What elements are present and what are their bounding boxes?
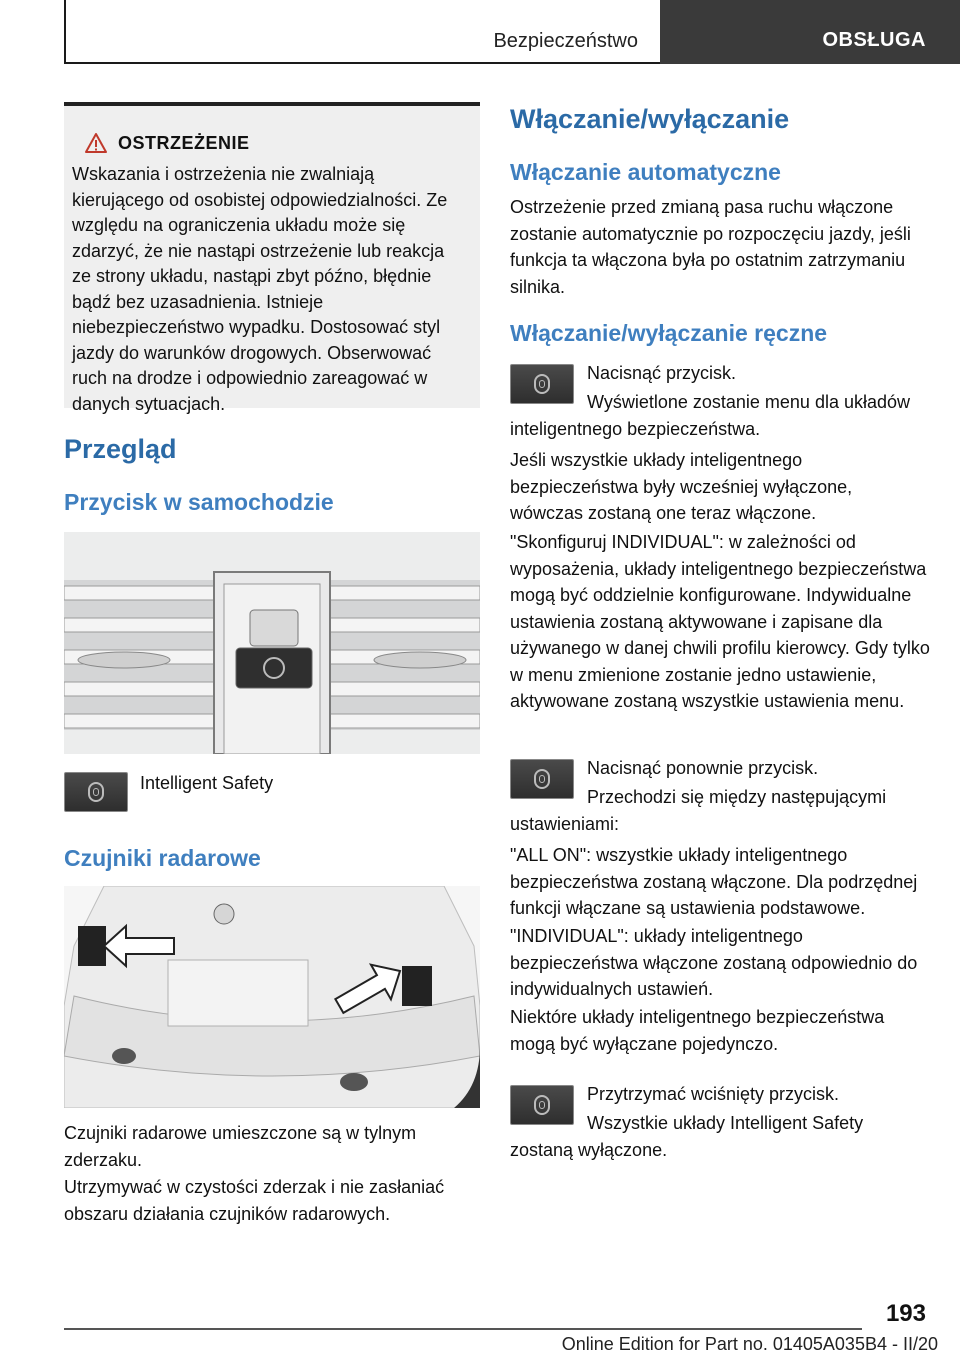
- header-tab: [660, 0, 960, 64]
- header-left-rule: [64, 0, 66, 64]
- header-bottom-rule: [64, 62, 660, 64]
- page-number: 193: [885, 1300, 926, 1327]
- intelligent-safety-button-icon: [64, 772, 128, 812]
- rear-bumper-photo: [64, 886, 480, 1108]
- heading-overview: Przegląd: [64, 434, 177, 464]
- safety-glyph-icon: [88, 782, 104, 802]
- all-on-paragraph: "ALL ON": wszystkie układy inteligentnego bezpieczeństwa zostaną włączone. Dla podrzędnej funkcji włączane są ustawienia podstawowe.: [510, 845, 918, 918]
- warning-title: OSTRZEŻENIE: [118, 132, 250, 153]
- footer-rule: [64, 1328, 862, 1330]
- automatic-paragraph: Ostrzeżenie przed zmianą pasa ruchu włączone zostanie automatycznie po rozpoczęciu jazdy, jeśli funkcja ta włączona była po ostatnim zatrzymaniu silnika.: [510, 197, 911, 297]
- all-off-paragraph: Jeśli wszystkie układy inteligentnego bezpieczeństwa były wcześniej wyłączone, wówczas zostaną one teraz włączone.: [510, 450, 853, 523]
- heading-radar-sensors: Czujniki radarowe: [64, 845, 261, 871]
- heading-manual: Włączanie/wyłączanie ręczne: [510, 320, 828, 346]
- step1-instruction: Nacisnąć przycisk.: [587, 363, 737, 383]
- warning-triangle-icon: [84, 132, 108, 154]
- heading-on-off: Włączanie/wyłączanie: [510, 104, 790, 134]
- step1-result: Wyświetlone zostanie menu dla układów inteligentnego bezpieczeństwa.: [510, 392, 911, 439]
- footer-edition: Online Edition for Part no. 01405A035B4 - II/20: [561, 1334, 938, 1354]
- step2-instruction: Nacisnąć ponownie przycisk.: [587, 758, 819, 778]
- heading-automatic: Włączanie automatyczne: [510, 159, 781, 185]
- step3-result: Wszystkie układy Intelligent Safety zostaną wyłączone.: [510, 1113, 864, 1160]
- radar-paragraph-2: Utrzymywać w czystości zderzak i nie zasłaniać obszaru działania czujników radarowych.: [64, 1177, 445, 1224]
- warning-title-row: [84, 132, 464, 154]
- individual-config-paragraph: "Skonfiguruj INDIVIDUAL": w zależności od wyposażenia, układy inteligentnego bezpieczeństwa mogą być oddzielnie konfigurowane. Indywidualne ustawienia zostaną aktywowane i zapisane dla używanego w danej chwili profilu kierowcy. Gdy tylko w menu zmienione zostanie jedno ustawienie, aktywowane zostaną wszystkie ustawienia menu.: [510, 532, 930, 711]
- header-section-title: Bezpieczeństwo: [493, 30, 638, 52]
- button-caption: Intelligent Safety: [140, 773, 274, 793]
- individual-paragraph: "INDIVIDUAL": układy inteligentnego bezpieczeństwa włączone zostaną odpowiednio do indywidualnych ustawień.: [510, 926, 918, 999]
- header-tab-label: OBSŁUGA: [822, 29, 926, 51]
- heading-button-in-car: Przycisk w samochodzie: [64, 489, 334, 515]
- step2-result: Przechodzi się między następującymi ustawieniami:: [510, 787, 887, 834]
- warning-box: [64, 102, 480, 414]
- warning-body: Wskazania i ostrzeżenia nie zwalniają kierującego od osobistej odpowiedzialności. Ze względu na ograniczenia układu może się zdarzyć, że nie nastąpi ostrzeżenie lub reakcja ze strony układu, nastąpi zbyt późno, błędnie bądź bez uzasadnienia. Istnieje niebezpieczeństwo wypadku. Dostosować styl jazdy do warunków drogowych. Obserwować ruch na drodze i odpowiednio zareagować w danych sytuacjach.: [72, 164, 448, 414]
- radar-paragraph-1: Czujniki radarowe umieszczone są w tylnym zderzaku.: [64, 1123, 417, 1170]
- some-systems-paragraph: Niektóre układy inteligentnego bezpieczeństwa mogą być wyłączane pojedynczo.: [510, 1007, 885, 1054]
- button-in-car-photo: [64, 532, 480, 754]
- step3-instruction: Przytrzymać wciśnięty przycisk.: [587, 1084, 840, 1104]
